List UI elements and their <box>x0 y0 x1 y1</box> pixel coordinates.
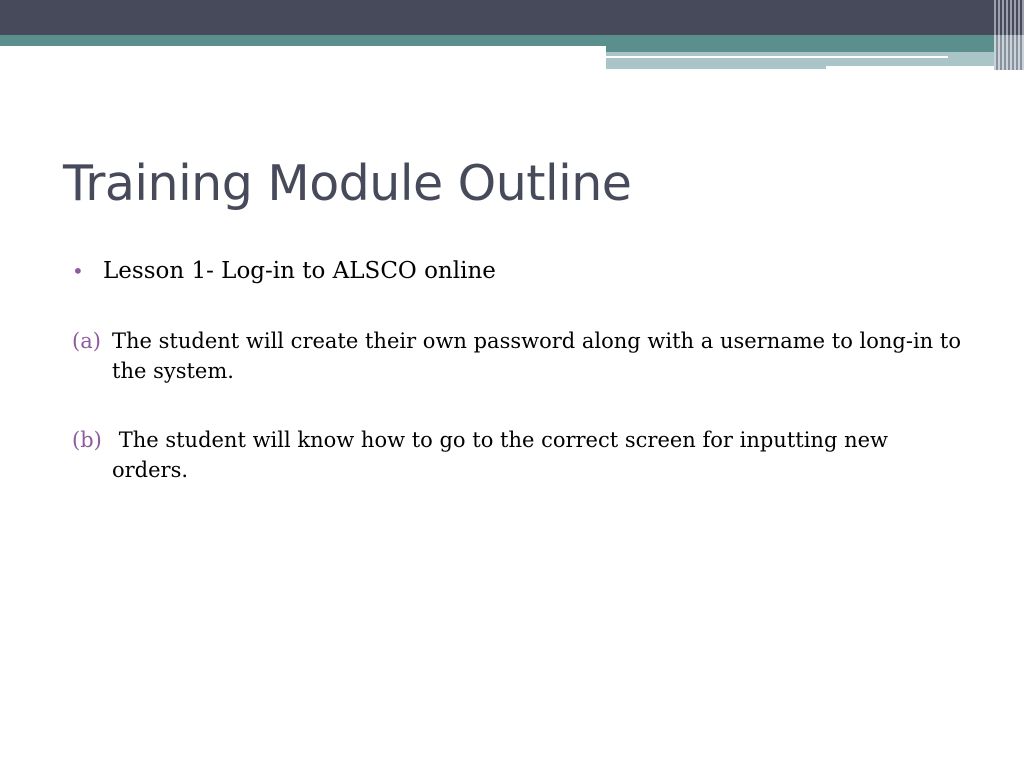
sub-item-text: The student will create their own password along with a username to long-in to the system. <box>112 329 961 383</box>
header-corner-stripes <box>994 0 1024 70</box>
slide-body <box>72 258 972 524</box>
header-band-teal <box>0 35 1024 46</box>
sub-item-a <box>72 326 972 386</box>
bullet-text: Lesson 1- Log-in to ALSCO online <box>103 258 496 284</box>
sub-item-text: The student will know how to go to the correct screen for inputting new orders. <box>112 428 895 482</box>
slide-title: Training Module Outline <box>63 155 632 212</box>
sub-item-marker: (b) <box>72 428 102 452</box>
sub-item-b <box>72 425 972 485</box>
sub-item-marker: (a) <box>72 329 101 353</box>
header-band-light <box>606 52 1024 66</box>
bullet-marker: • <box>72 259 84 283</box>
header-band-light-accent <box>606 66 826 69</box>
header-band-divider <box>606 56 948 58</box>
header-band-dark <box>0 0 1024 35</box>
bullet-item <box>72 258 972 284</box>
